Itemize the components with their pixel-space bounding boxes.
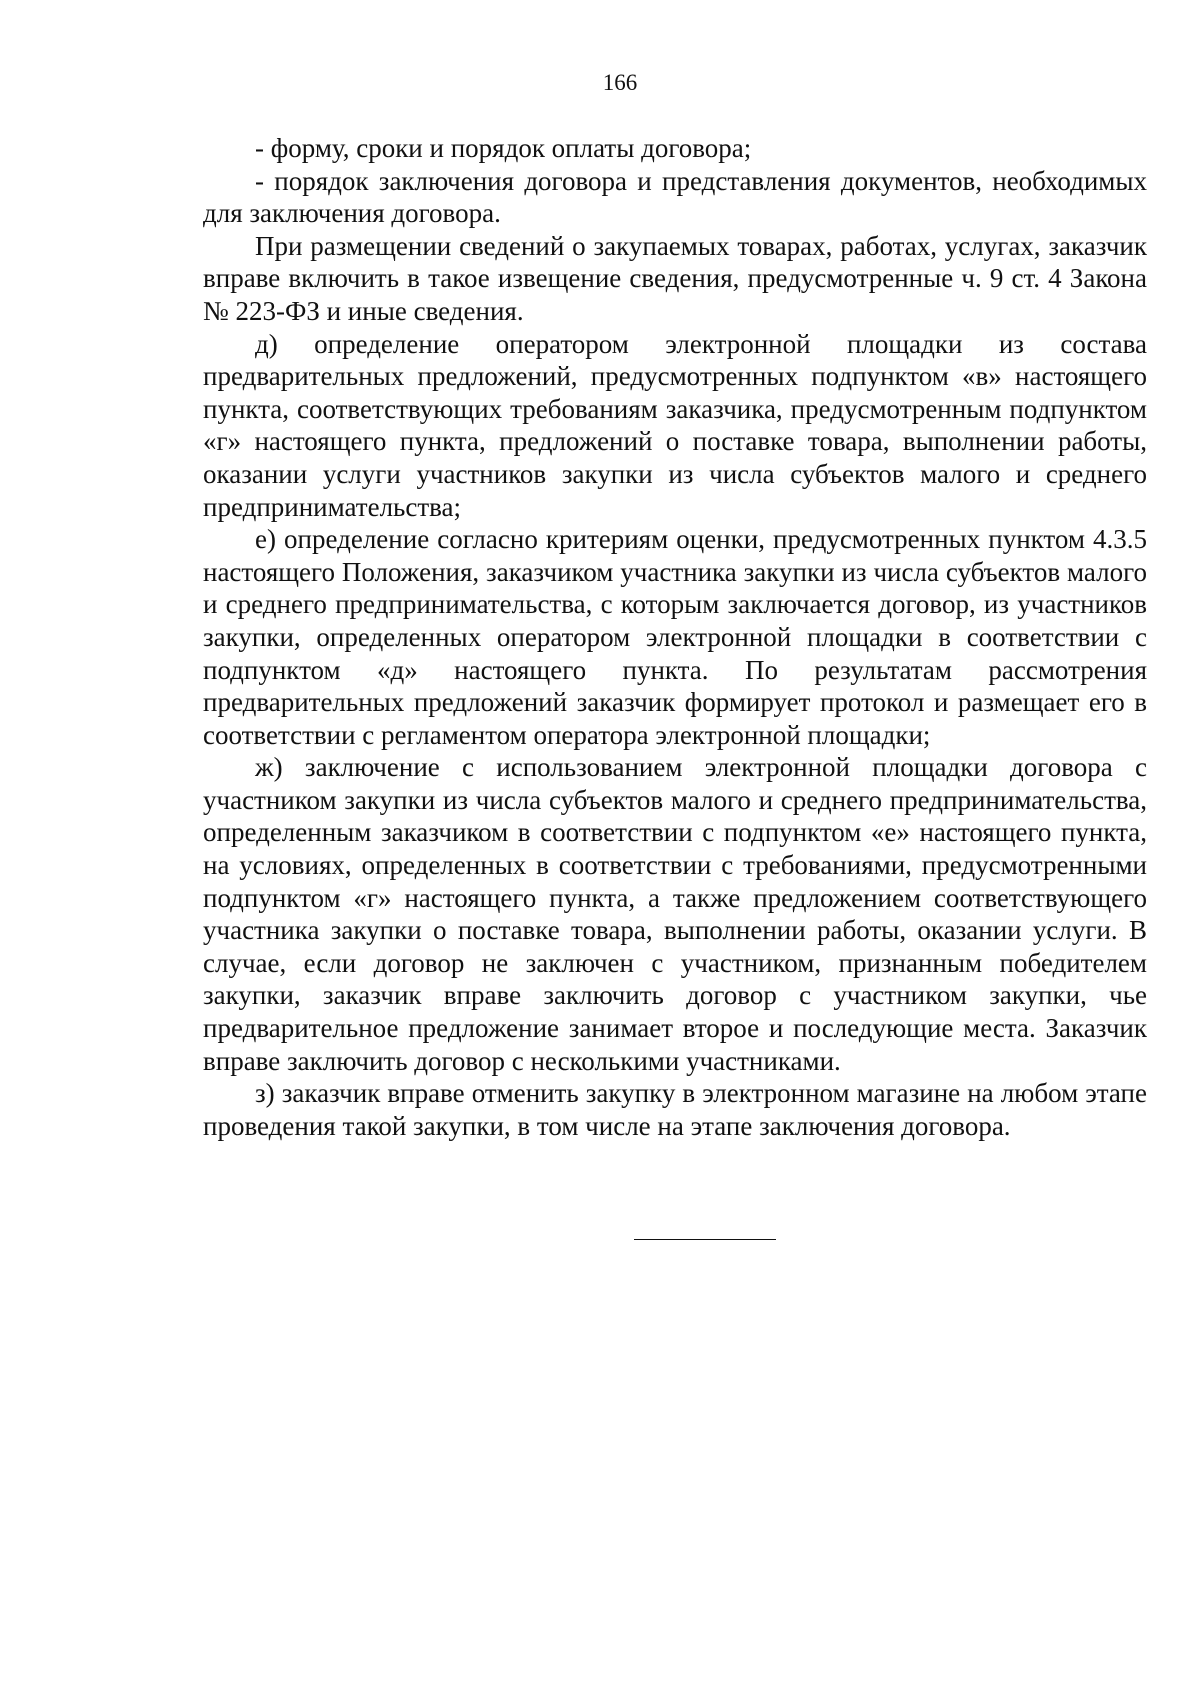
paragraph-item-z: з) заказчик вправе отменить закупку в электронном магазине на любом этапе проведения такой закупки, в том числе на этапе заключения договора. bbox=[203, 1078, 1147, 1141]
paragraph-item-d: д) определение оператором электронной площадки из состава предварительных предложений, предусмотренных подпунктом «в» настоящего пункта, соответствующих требованиям заказчика, предусмотренным подпунктом «г» настоящего пункта, предложений о поставке товара, выполнении работы, оказании услуги участников закупки из числа субъектов малого и среднего предпринимательства; bbox=[203, 328, 1147, 522]
paragraph-payment-terms: - форму, сроки и порядок оплаты договора; bbox=[255, 133, 752, 163]
page-number: 166 bbox=[602, 70, 638, 95]
paragraph-notice-info: При размещении сведений о закупаемых товарах, работах, услугах, заказчик вправе включить в такое извещение сведения, предусмотренные ч. 9 ст. 4 Закона № 223-ФЗ и иные сведения. bbox=[203, 230, 1147, 326]
paragraph-item-e: е) определение согласно критериям оценки, предусмотренных пунктом 4.3.5 настоящего Положения, заказчиком участника закупки из числа субъектов малого и среднего предпринимательства, с которым заключается договор, из участников закупки, определенных оператором электронной площадки в соответствии с подпунктом «д» настоящего пункта. По результатам рассмотрения предварительных предложений заказчик формирует протокол и размещает его в соответствии с регламентом оператора электронной площадки; bbox=[203, 524, 1147, 750]
paragraph-contract-procedure: - порядок заключения договора и представления документов, необходимых для заключения договора. bbox=[203, 165, 1147, 229]
document-body bbox=[203, 132, 1147, 1142]
end-divider-line bbox=[634, 1239, 776, 1240]
paragraph-item-zh: ж) заключение с использованием электронной площадки договора с участником закупки из числа субъектов малого и среднего предпринимательства, определенным заказчиком в соответствии с подпунктом «е» настоящего пункта, на условиях, определенных в соответствии с требованиями, предусмотренными подпунктом «г» настоящего пункта, а также предложением соответствующего участника закупки о поставке товара, выполнении работы, оказании услуги. В случае, если договор не заключен с участником, признанным победителем закупки, заказчик вправе заключить договор с участником закупки, чье предварительное предложение занимает второе и последующие места. Заказчик вправе заключить договор с несколькими участниками. bbox=[203, 752, 1147, 1076]
